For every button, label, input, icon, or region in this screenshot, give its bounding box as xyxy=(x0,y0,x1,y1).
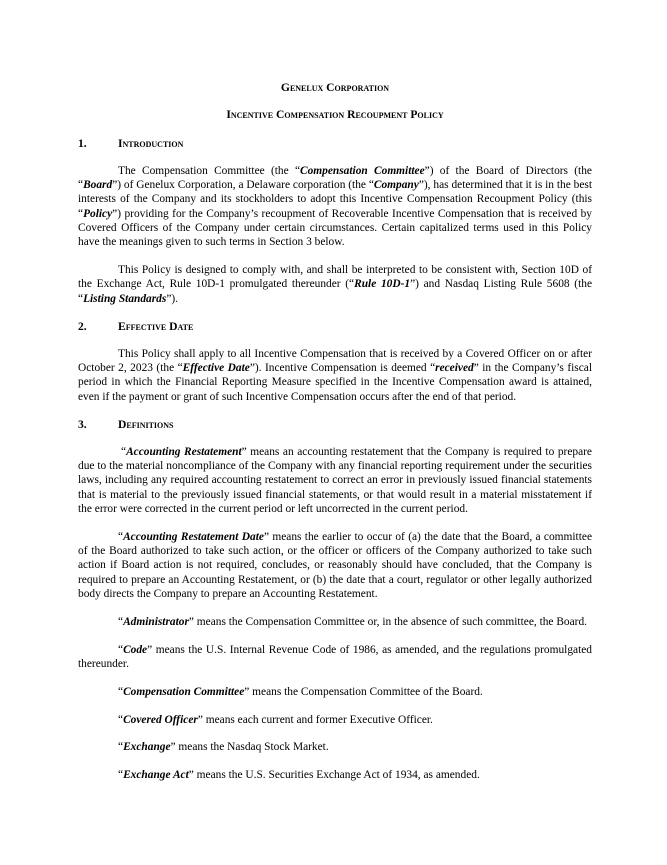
section-number: 3. xyxy=(78,417,87,431)
defined-term: Company xyxy=(373,179,419,192)
text-run: ”). Incentive Compensation is deemed “ xyxy=(249,362,436,375)
section-number: 1. xyxy=(78,136,87,150)
definition-administrator xyxy=(78,615,592,629)
defined-term: Exchange Act xyxy=(123,769,189,782)
text-run: The Compensation Committee (the “ xyxy=(118,164,301,177)
section-heading-effective-date xyxy=(78,320,592,334)
definition-text: ” means the Compensation Committee or, in the absence of such committee, the Board. xyxy=(188,615,588,628)
definition-text: ” means an accounting restatement that the Company is required to prepare due to the material noncompliance of the Company with any financial reporting requirement under the securities laws, including any required accounting restatement to correct an error in previously issued financial statements that is material to the previously issued financial statements, or that would result in a material misstatement if the error were corrected in the current period or left uncorrected in the current period. xyxy=(78,445,592,516)
defined-term: Policy xyxy=(83,207,113,220)
text-run: “ xyxy=(118,713,124,726)
text-run: “ xyxy=(118,530,124,543)
definition-text: ” means each current and former Executive Officer. xyxy=(197,713,433,726)
text-run: “ xyxy=(118,685,124,698)
definition-covered-officer xyxy=(78,713,592,727)
text-run: “ xyxy=(118,643,124,656)
section-title: Effective Date xyxy=(118,319,194,333)
defined-term: Covered Officer xyxy=(123,713,198,726)
effective-date-paragraph xyxy=(78,347,592,404)
text-run: ” in the Company’s fiscal period in which the Financial Reporting Measure specified in the Incentive Compensation award is attained, even if the payment or grant of such Incentive Compensation occurs after the end of that period. xyxy=(78,362,592,403)
section-heading-introduction xyxy=(78,137,592,151)
text-run: “ xyxy=(118,615,124,628)
definition-text: ” means the earlier to occur of (a) the date that the Board, a committee of the Board authorized to take such action, or the officer or officers of the Company authorized to take such action if Board action is not required, concludes, or reasonably should have concluded, that the Company is required to prepare an Accounting Restatement, or (b) the date that a court, regulator or other legally authorized body directs the Company to prepare an Accounting Restatement. xyxy=(78,530,592,601)
text-run: ”) providing for the Company’s recoupment of Recoverable Incentive Compensation that is received by Covered Officers of the Company under certain circumstances. Certain capitalized terms used in this Policy have the meanings given to such terms in Section 3 below. xyxy=(78,207,592,249)
defined-term: received xyxy=(435,362,474,375)
text-run: ”) of the Board of Directors (the “ xyxy=(78,164,592,192)
defined-term: Compensation Committee xyxy=(300,164,425,177)
section-title: Introduction xyxy=(118,136,184,150)
section-heading-definitions xyxy=(78,418,592,432)
defined-term: Administrator xyxy=(123,615,189,628)
definition-text: ” means the Compensation Committee of the Board. xyxy=(244,685,483,698)
definition-code xyxy=(78,643,592,672)
text-run: This Policy is designed to comply with, and shall be interpreted to be consistent with, Section 10D of the Exchange Act, Rule 10D-1 promulgated thereunder (“ xyxy=(78,264,592,291)
defined-term: Compensation Committee xyxy=(123,685,245,698)
defined-term: Exchange xyxy=(123,741,171,754)
definition-exchange-act xyxy=(78,768,592,782)
defined-term: Effective Date xyxy=(182,362,250,375)
text-run: “ xyxy=(118,741,124,754)
definition-accounting-restatement xyxy=(78,445,592,516)
text-run: This Policy shall apply to all Incentive Compensation that is received by a Covered Officer on or after October 2, 2023 (the “ xyxy=(78,347,592,375)
section-number: 2. xyxy=(78,319,87,333)
defined-term: Code xyxy=(123,643,148,656)
company-title: Genelux Corporation xyxy=(280,81,390,94)
definition-exchange xyxy=(78,740,592,754)
policy-title: Incentive Compensation Recoupment Policy xyxy=(226,108,444,122)
definition-text: ” means the Nasdaq Stock Market. xyxy=(170,741,329,754)
defined-term: Board xyxy=(83,179,113,192)
defined-term: Accounting Restatement Date xyxy=(123,530,264,543)
introduction-paragraph-1 xyxy=(78,164,592,250)
definition-compensation-committee xyxy=(78,685,592,699)
text-run: “ xyxy=(121,445,127,458)
text-run: ”) of Genelux Corporation, a Delaware corporation (the “ xyxy=(112,179,374,192)
introduction-paragraph-2 xyxy=(78,263,592,306)
document-page xyxy=(78,81,592,796)
section-title: Definitions xyxy=(118,417,174,431)
text-run: ”) and Nasdaq Listing Rule 5608 (the “ xyxy=(78,278,592,305)
defined-term: Accounting Restatement xyxy=(126,445,242,458)
definition-text: ” means the U.S. Internal Revenue Code of 1986, as amended, and the regulations promulgated thereunder. xyxy=(78,643,592,670)
definition-text: ” means the U.S. Securities Exchange Act of 1934, as amended. xyxy=(188,769,480,782)
text-run: “ xyxy=(118,769,124,782)
text-run: ”), has determined that it is in the best interests of the Company and its stockholders to adopt this Incentive Compensation Recoupment Policy (this “ xyxy=(78,179,592,220)
definition-accounting-restatement-date xyxy=(78,530,592,601)
defined-term: Rule 10D-1 xyxy=(354,278,411,291)
text-run: ”). xyxy=(166,292,179,305)
defined-term: Listing Standards xyxy=(83,292,167,305)
